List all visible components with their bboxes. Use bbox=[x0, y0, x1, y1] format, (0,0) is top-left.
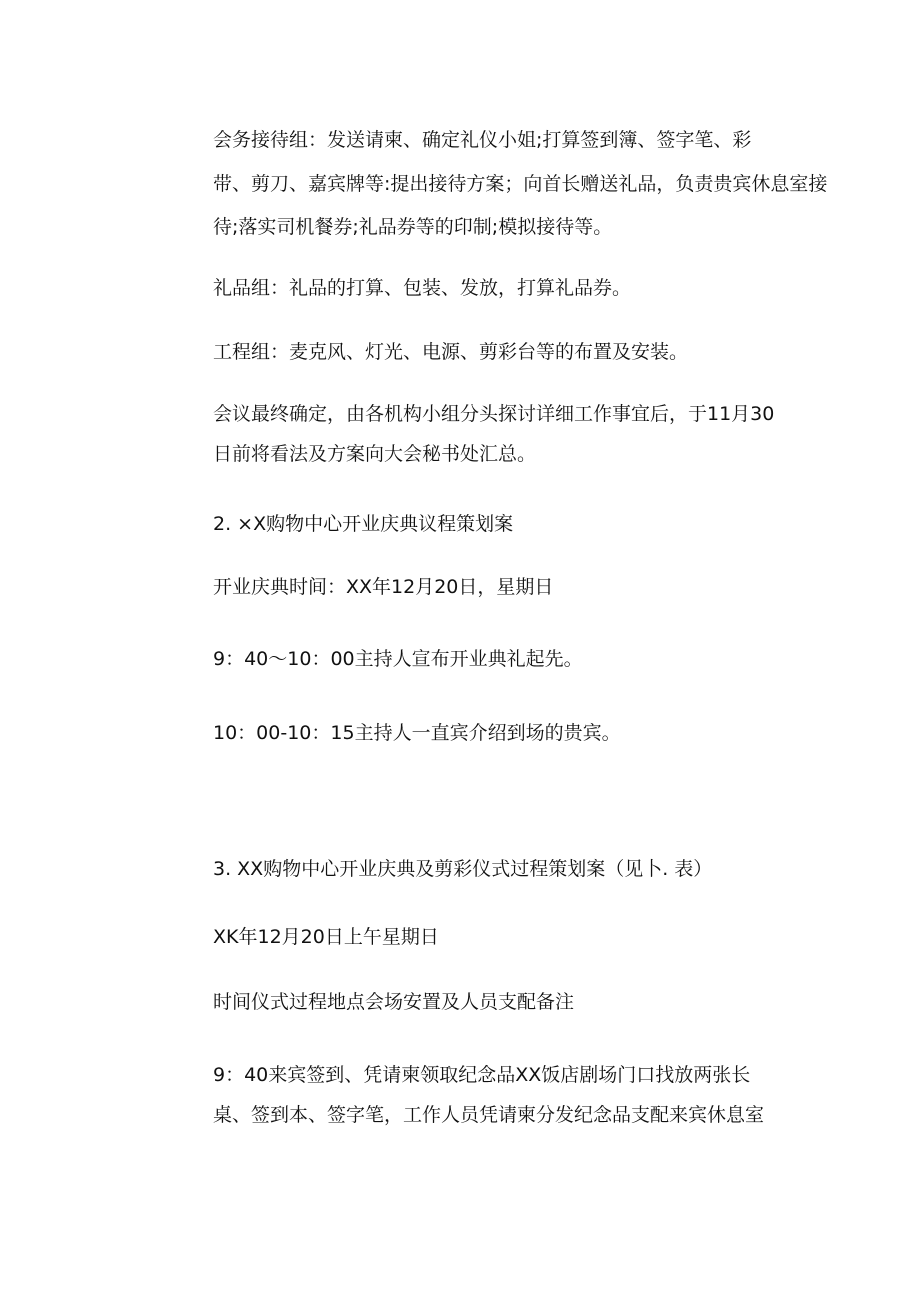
row1-line1: 9：40来宾签到、凭请柬领取纪念品XX饭店剧场门口找放两张长 bbox=[213, 1064, 751, 1086]
para1-line3: 待;落实司机餐券;礼品券等的印制;模拟接待等。 bbox=[213, 216, 613, 238]
table-header: 时间仪式过程地点会场安置及人员支配备注 bbox=[213, 991, 575, 1013]
schedule-item-2: 10：00-10：15主持人一直宾介绍到场的贵宾。 bbox=[213, 722, 621, 744]
para2: 礼品组：礼品的打算、包装、发放，打算礼品券。 bbox=[213, 277, 632, 299]
time-line: 开业庆典时间：XX年12月20日，星期日 bbox=[213, 576, 554, 598]
para4-line2: 日前将看法及方案向大会秘书处汇总。 bbox=[213, 443, 537, 465]
heading-2: 2. ×X购物中心开业庆典议程策划案 bbox=[213, 513, 514, 535]
para4-line1: 会议最终确定，由各机构小组分头探讨详细工作事宜后，于11月30 bbox=[213, 403, 775, 425]
schedule-item-1: 9：40～10：00主持人宣布开业典礼起先。 bbox=[213, 648, 583, 670]
para1-line1: 会务接待组：发送请柬、确定礼仪小姐;打算签到簿、签字笔、彩 bbox=[213, 129, 752, 151]
date-line: XK年12月20日上午星期日 bbox=[213, 926, 439, 948]
para1-line2: 带、剪刀、嘉宾牌等:提出接待方案；向首长赠送礼品，负责贵宾休息室接 bbox=[213, 173, 828, 195]
row1-line2: 桌、签到本、签字笔，工作人员凭请柬分发纪念品支配来宾休息室 bbox=[213, 1104, 765, 1126]
heading-3: 3. XX购物中心开业庆典及剪彩仪式过程策划案（见卜. 表） bbox=[213, 858, 713, 880]
para3: 工程组：麦克风、灯光、电源、剪彩台等的布置及安装。 bbox=[213, 341, 689, 363]
